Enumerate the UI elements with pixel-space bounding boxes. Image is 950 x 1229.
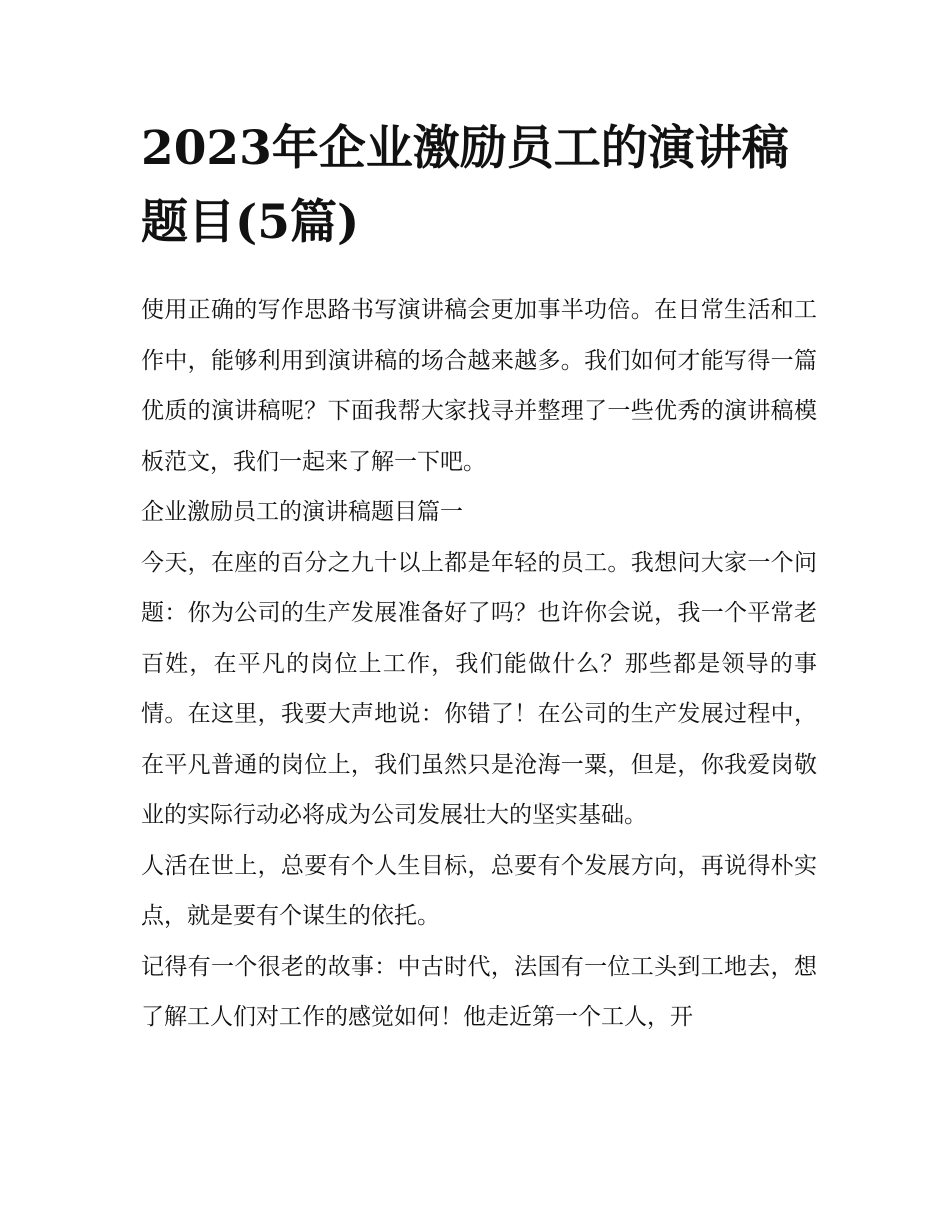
document-page — [141, 112, 817, 1043]
body-paragraph: 记得有一个很老的故事：中古时代，法国有一位工头到工地去，想了解工人们对工作的感觉如何！他走近第一个工人，开 — [141, 953, 817, 1030]
body-paragraph: 今天，在座的百分之九十以上都是年轻的员工。我想问大家一个问题：你为公司的生产发展准备好了吗？也许你会说，我一个平常老百姓，在平凡的岗位上工作，我们能做什么？那些都是领导的事情。在这里，我要大声地说：你错了！在公司的生产发展过程中，在平凡普通的岗位上，我们虽然只是沧海一粟，但是，你我爱岗敬业的实际行动必将成为公司发展壮大的坚实基础。 — [141, 549, 817, 828]
document-body — [141, 285, 817, 1043]
section-heading: 企业激励员工的演讲稿题目篇一 — [141, 499, 463, 525]
document-title: 2023年企业激励员工的演讲稿题目(5篇) — [141, 121, 789, 250]
body-paragraph: 人活在世上，总要有个人生目标，总要有个发展方向，再说得朴实点，就是要有个谋生的依托。 — [141, 852, 817, 929]
intro-paragraph: 使用正确的写作思路书写演讲稿会更加事半功倍。在日常生活和工作中，能够利用到演讲稿的场合越来越多。我们如何才能写得一篇优质的演讲稿呢？下面我帮大家找寻并整理了一些优秀的演讲稿模板范文，我们一起来了解一下吧。 — [141, 297, 817, 475]
